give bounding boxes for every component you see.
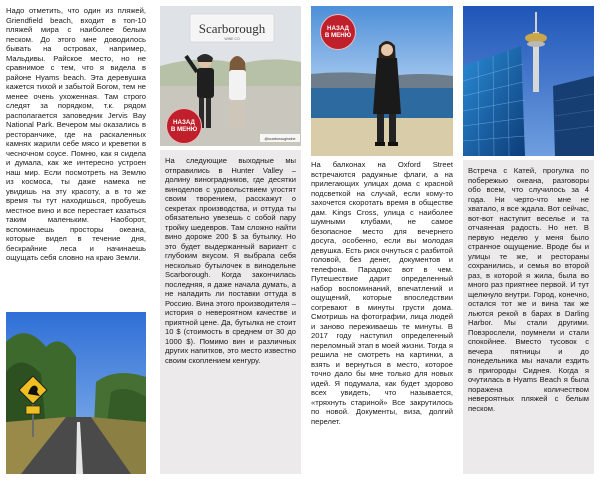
column-2-text — [160, 150, 301, 474]
back-to-menu-label: НАЗАД В МЕНЮ — [324, 24, 352, 39]
winery-sign-text: Scarborough — [198, 21, 266, 36]
column-4-paragraph: Встреча с Катей, прогулка по побережью океана, разговоры обо всем, что случилось за 4 года. Ни черто-что мне не хватало, я все ждала. Вот сейчас, вот-вот наступит веселье и та отчаянная радость. Но нет. В первую неделю у меня было странное ощущение. Вроде бы и улицы те же, и рестораны сохранились, и семья во второй раз, в которой я жила, была во много раз приятнее первой. И тут щелкнуло внутри. Город, конечно, остался тот же и вина так же льются рекой в барах в Darling Harbor. Мы стали другими. Повзрослели, поумнели и стали спокойнее. Вместо тусовок с вечера пятницы и до понедельника мы начали ездить в пригороды Сиднея. Когда я очутилась в Hyams Beach я была поражена количеством невероятных пляжей с белым песком. — [468, 166, 589, 413]
column-1-paragraph: Надо отметить, что один из пляжей, Griendfield beach, входит в топ-10 пляжей мира с наиболее белым песком. До этого мне доводилось бывать на островах, например, Мальдивы. Райское место, но не сравнимое с тем, что я видела в районе Hyams beach. Эта деревушка кажется тихой и забытой Богом, тем не менее очень ухоженная. Там строго следят за порядком, т.к. рядом располагается заповедник Jervis Bay National Park. Вечером мы оказались в ресторанчике, где на раскаленных камнях жарили себе мясо и креветки в чесночном соусе. Помню, как я сидела и думала, как же интересно устроен наш мир. Если посмотреть на Землю из космоса, ты даже намека не увидишь на эту красоту, а в то же время ты тут находишься, пробуешь местное вино и все перестает казаться таким маленьким. Наоборот, вспоминаешь просторы океана, которые видел в течение дня, бескрайние леса и начинаешь ощущать себя словно на краю Земли. — [6, 6, 146, 262]
back-to-menu-button-2[interactable] — [320, 14, 356, 50]
column-3-paragraph: На балконах на Oxford Street встречаются радужные флаги, а на прилегающих улицах дома с красной подсветкой на случай, если кому-то захочется скоротать время в обществе дам. Kings Cross, улица с наиболее шумными клубами, не самое безопасное место для вечернего досуга, особенно, если вы молодая девушка. Есть риск очнуться с разбитой головой, без денег, документов и телефона. Парадокс вот в чем. Путешествие дарит определенный набор воспоминаний, впечатлений и ощущений, которые впоследствии согревают в минуты грусти дома. Смотришь на фотографии, лица людей и заново переживаешь те минуты. В 2017 году наступил определенный переломный этап в моей жизни. Тогда я решила не смотреть на картинки, а взять и вернуться в место, которое точно дало бы мне только для новых идей. Я подумала, как будет здорово всех увидеть, что называется, «тряхнуть стариной» Все закрутилось по новой. Документы, виза, долгий перелет. — [311, 160, 453, 426]
column-2-paragraph: На следующие выходные мы отправились в Hunter Valley – долину виноградников, где десятки виноделов с удовольствием угостят своим творением, расскажут о секретах производства, и оттуда ты обязательно увезешь с собой пару тройку шедевров. Там сложно найти вино дороже 200 $ за бутылку. Но это будет выдержанный вариант с глубоким вкусом. Я выбрала себя несколько бутылочек в винодельне Scarborough. Когда закончилась последняя, я даже начала думать, а не наладить ли поставки оттуда в Россию. Вина этого производителя – история о невероятном качестве и приятной цене. Да, бутылка не стоит 10 $ (стоимость в среднем от 30 до 1000 $). Помимо вин и различных других напитков, это место известно своим скоплением кенгуру. — [165, 156, 296, 365]
road-kangaroo-sign-photo — [6, 312, 146, 474]
column-3-text — [311, 160, 453, 474]
sydney-tower-photo — [463, 6, 594, 156]
photo-caption-text: @scarboroughwine — [264, 137, 296, 141]
back-to-menu-button-1[interactable] — [166, 108, 202, 144]
back-to-menu-label: НАЗАД В МЕНЮ — [170, 118, 198, 133]
column-4-text — [463, 160, 594, 474]
winery-sign-subtext: WINE CO — [224, 37, 240, 41]
column-1-text — [6, 6, 146, 306]
